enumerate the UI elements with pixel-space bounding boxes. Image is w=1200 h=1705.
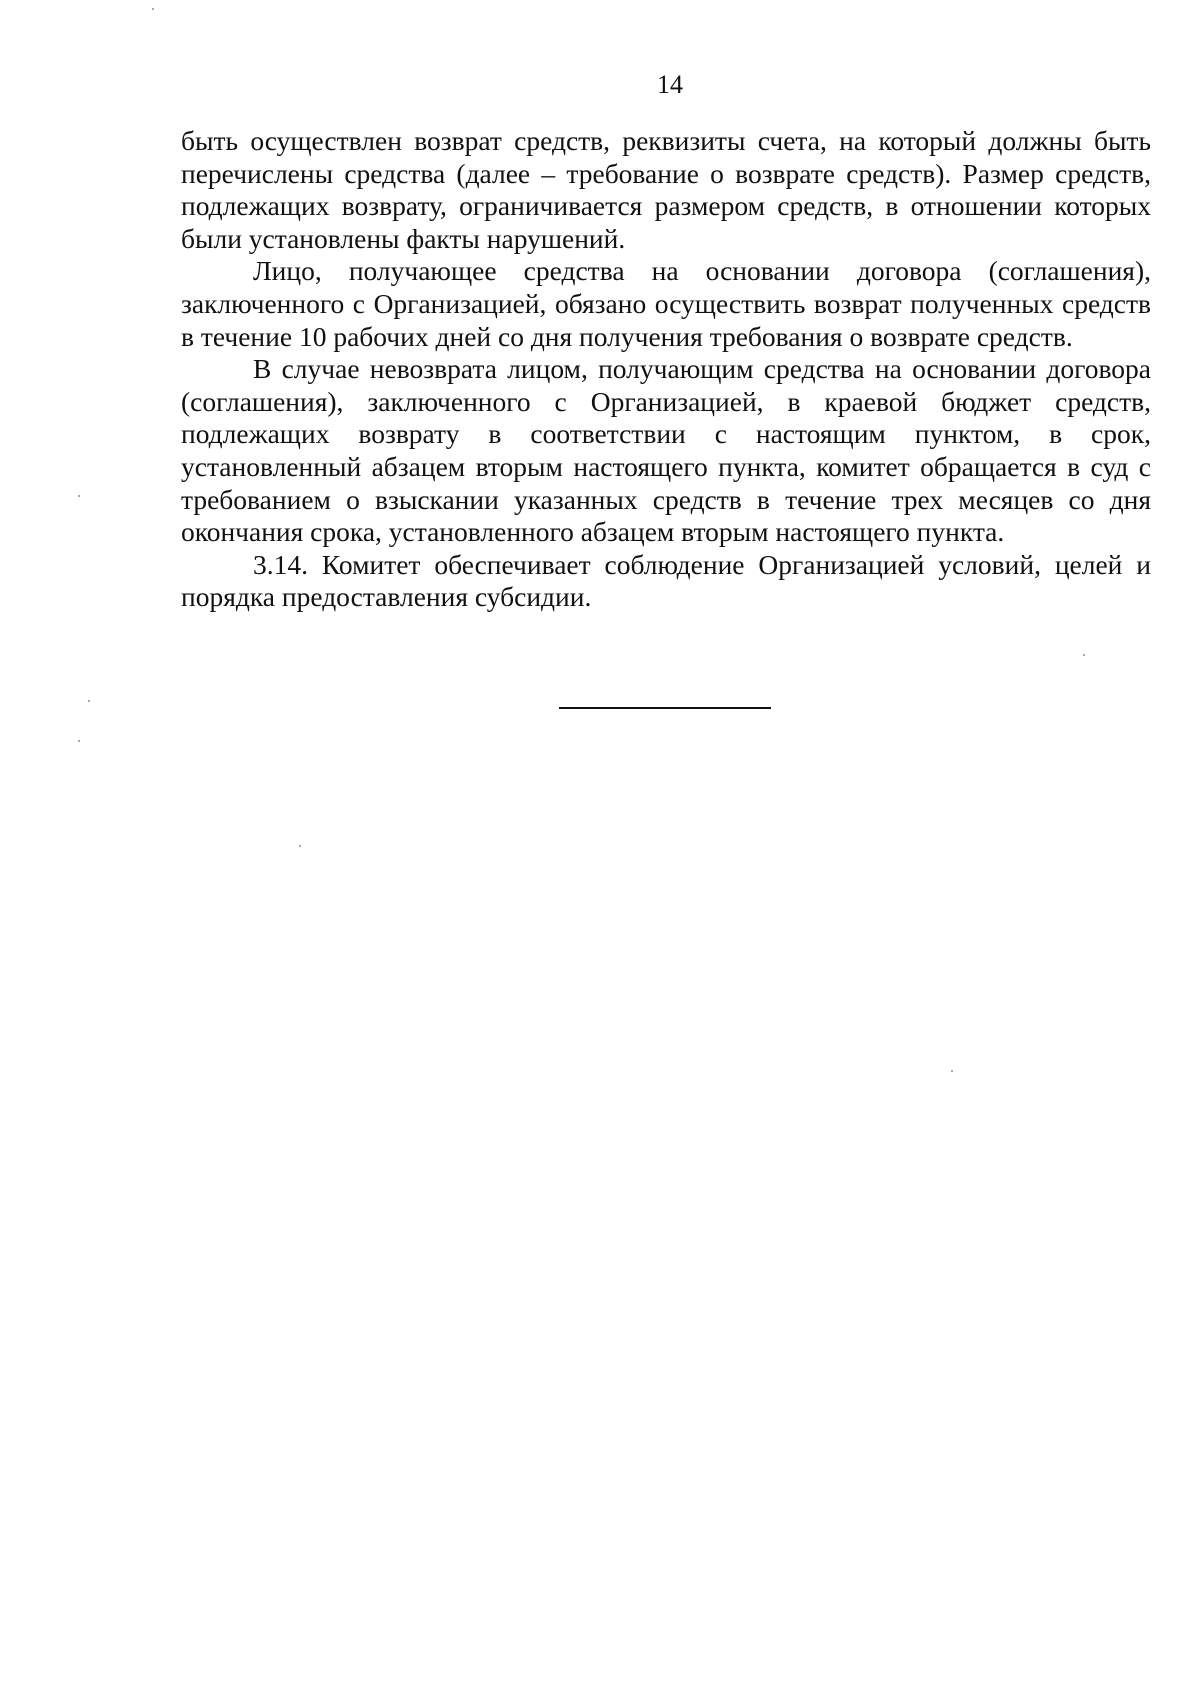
paragraph-continuation: быть осуществлен возврат средств, реквизиты счета, на который должны быть перечислены средства (далее – требование о возврате средств). Размер средств, подлежащих возврату, ограничивается размером средств, в отношении которых были установлены факты нарушений. <box>181 125 1151 254</box>
scan-speck <box>78 495 80 497</box>
scan-speck <box>152 8 154 10</box>
paragraph-refund-obligation: Лицо, получающее средства на основании договора (соглашения), заключенного с Организацией, обязано осуществить возврат полученных средств в течение 10 рабочих дней со дня получения требования о возврате средств. <box>181 255 1151 352</box>
scan-speck <box>88 700 90 702</box>
paragraph-3-14: 3.14. Комитет обеспечивает соблюдение Организацией условий, целей и порядка предоставления субсидии. <box>181 548 1151 613</box>
page-number: 14 <box>657 70 683 99</box>
document-body <box>181 125 1151 614</box>
scan-speck <box>951 1070 953 1072</box>
scan-speck <box>1083 654 1085 656</box>
scan-speck <box>78 740 80 742</box>
scan-speck <box>299 845 301 847</box>
paragraph-court-recovery: В случае невозврата лицом, получающим средства на основании договора (соглашения), заключенного с Организацией, в краевой бюджет средств, подлежащих возврату в соответствии с настоящим пунктом, в срок, установленный абзацем вторым настоящего пункта, комитет обращается в суд с требованием о взыскании указанных средств в течение трех месяцев со дня окончания срока, установленного абзацем вторым настоящего пункта. <box>181 353 1151 548</box>
end-of-document-rule <box>559 707 771 709</box>
